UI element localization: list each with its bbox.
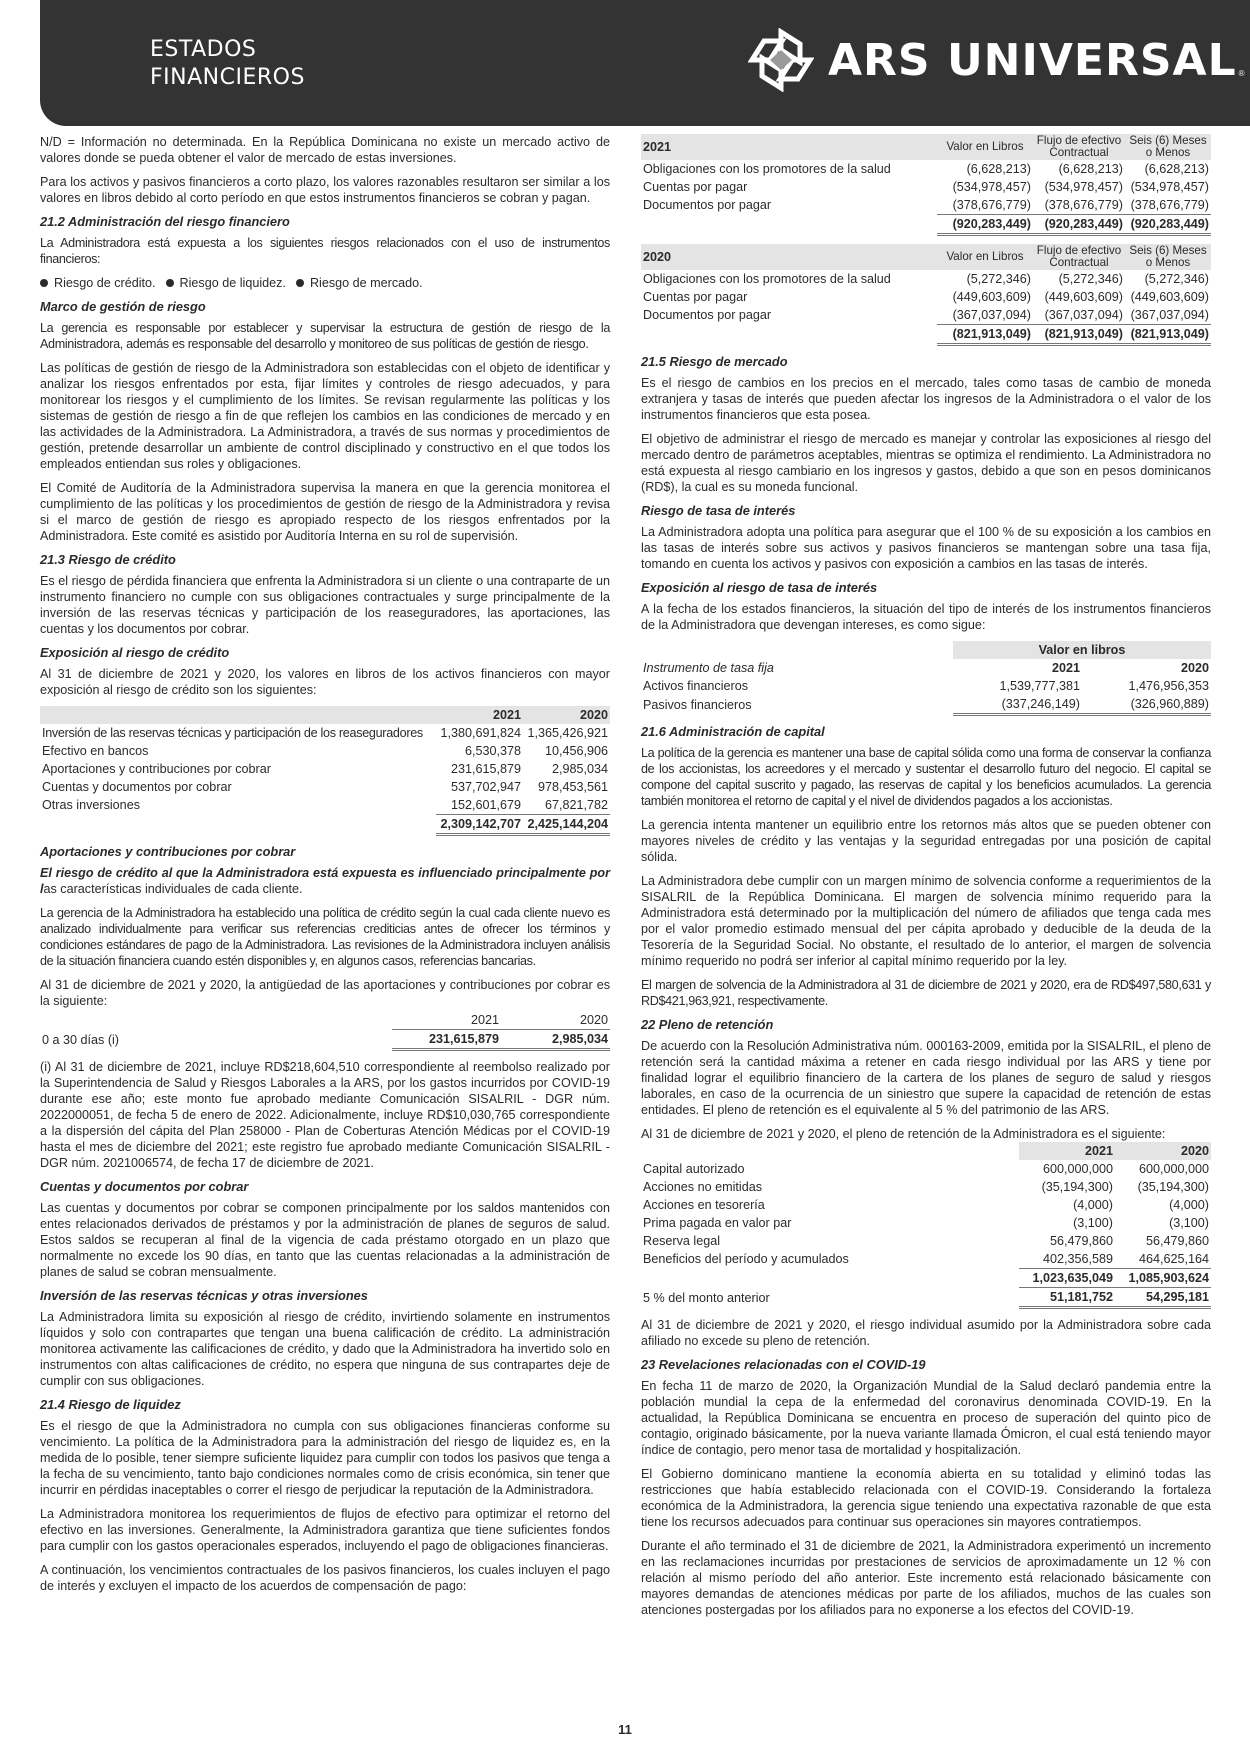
table-row: Cuentas y documentos por cobrar 537,702,947 978,453,561 [42, 780, 608, 794]
left-column [40, 134, 610, 1602]
table-row: Documentos por pagar (378,676,779) (378,676,779) (378,676,779) [643, 198, 1209, 213]
paragraph: El Gobierno dominicano mantiene la economía abierta en su totalidad y eliminó todas las restricciones que había establecido relacionada con el COVID-19. Considerando la fortaleza económica de la Administradora, la gerencia sigue teniendo una expectativa razonable de que esta tiene los recursos adecuados para continuar sus operaciones sin mayores contratiempos. [641, 1467, 1211, 1529]
section-heading: Inversión de las reservas técnicas y otras inversiones [40, 1288, 368, 1303]
paragraph: (i) Al 31 de diciembre de 2021, incluye RD$218,604,510 correspondiente al reembolso realizado por la Superintendencia de Salud y Riesgos Laborales a la ARS, por los gastos incurridos por COVID-19 durante ese año; este monto fue aprobado mediante Comunicación SISALRIL - DGR núm. 2022000051, de fecha 5 de enero de 2022. Adicionalmente, incluye RD$10,030,765 correspondiente a la dispersión del cápita del Plan 258000 - Plan de Coberturas Atención Médicas por el COVID-19 hasta el mes de diciembre del 2021; este registro fue aprobado mediante Comunicación SISALRIL - DGR núm. 2021006574, de fecha 17 de diciembre de 2021. [40, 1060, 610, 1170]
paragraph: El riesgo de crédito al que la Administradora está expuesta es influenciado principalmente por las características individuales de cada cliente. [40, 866, 610, 896]
interest-rate-table [641, 641, 1211, 716]
table-row: Inversión de las reservas técnicas y participación de los reaseguradores 1,380,691,824 1,365,426,921 [42, 726, 608, 740]
paragraph: El margen de solvencia de la Administradora al 31 de diciembre de 2021 y 2020, era de RD$497,580,631 y RD$421,963,921, respectivamente. [641, 978, 1211, 1008]
page-number: 11 [618, 1722, 632, 1737]
table-row: Pasivos financieros (337,246,149) (326,960,889) [641, 695, 1211, 715]
table-row: Activos financieros 1,539,777,381 1,476,956,353 [643, 679, 1209, 693]
retention-table [641, 1142, 1211, 1309]
section-heading: Marco de gestión de riesgo [40, 299, 206, 314]
table-row: Acciones no emitidas (35,194,300) (35,194,300) [643, 1180, 1209, 1194]
risk-bullet-list [40, 275, 610, 291]
paragraph: La Administradora debe cumplir con un margen mínimo de solvencia conforme a requerimientos de la SISALRIL de la República Dominicana. El margen de solvencia mínimo requerido para la Administradora está determinado por la multiplicación del número de afiliados que tenga cada mes por el valor promedio estimado mensual del per cápita aprobado y deducible de la deuda de la Tesorería de la Seguridad Social. No obstante, el resultado de lo anterior, el margen de solvencia mínimo requerido no podrá ser inferior al capital mínimo requerido por la ley. [641, 874, 1211, 968]
table-row: Obligaciones con los promotores de la salud (5,272,346) (5,272,346) (5,272,346) [643, 272, 1209, 286]
bullet-icon [166, 279, 174, 287]
paragraph: Al 31 de diciembre de 2021 y 2020, el pleno de retención de la Administradora es el siguiente: [641, 1127, 1166, 1141]
table-row: Efectivo en bancos 6,530,378 10,456,906 [42, 744, 608, 758]
paragraph: Las cuentas y documentos por cobrar se componen principalmente por los saldos mantenidos con entes relacionados derivados de préstamos y por la administración de planes de seguros de salud. Estos saldos se recuperan al final de la vigencia de cada préstamo otorgado en un plazo que normalmente no excede los 90 días, en tanto que las cuentas relacionadas a la administración de planes de salud se cobran mensualmente. [40, 1201, 610, 1279]
aging-table [40, 1011, 610, 1051]
table-header: 2021 2020 [40, 1011, 610, 1030]
paragraph: Durante el año terminado el 31 de diciembre de 2021, la Administradora experimentó un incremento en las reclamaciones incurridas por prestaciones de servicios de aproximadamente un 12 % con relación al mismo período del año anterior. Este incremento está relacionado básicamente con mayores demandas de atenciones médicas por parte de los afiliados, muchos de las cuales son atenciones postergadas por los afiliados para no exponerse a los efectos del COVID-19. [641, 1539, 1211, 1617]
paragraph: El objetivo de administrar el riesgo de mercado es manejar y controlar las exposiciones al riesgo del mercado dentro de parámetros aceptables, mientras se optimiza el rendimiento. La Administradora no está expuesta al riesgo cambiario en los ingresos y gastos, debido a que son en pesos dominicanos (RD$), la cual es su moneda funcional. [641, 432, 1211, 494]
liquidity-table-2020 [641, 244, 1211, 346]
paragraph: La Administradora limita su exposición al riesgo de crédito, invirtiendo solamente en instrumentos líquidos y solo con contrapartes que tengan una buena calificación de crédito. La administración monitorea activamente las calificaciones de crédito, y dado que la Administradora ha invertido solo en instrumentos con altas calificaciones de crédito, no espera que ninguna de sus contrapartes deje de cumplir con sus obligaciones. [40, 1310, 610, 1388]
paragraph: La política de la gerencia es mantener una base de capital sólida como una forma de conservar la confianza de los accionistas, los acreedores y el mercado y sustentar el desarrollo futuro del negocio. El capital se compone del capital suscrito y pagado, las reservas de capital y los beneficios acumulados. La gerencia también monitorea el retorno de capital y el nivel de dividendos pagados a los accionistas. [641, 746, 1211, 808]
table-row: Capital autorizado 600,000,000 600,000,000 [643, 1162, 1209, 1176]
table-row: Cuentas por pagar (534,978,457) (534,978,457) (534,978,457) [643, 180, 1209, 194]
paragraph: La gerencia es responsable por establecer y supervisar la estructura de gestión de riesgo de la Administradora, además es responsable del desarrollo y monitoreo de sus políticas de gestión de riesgo. [40, 321, 610, 351]
table-row: Otras inversiones 152,601,679 67,821,782 [42, 798, 608, 813]
table-header: Valor en libros [641, 641, 1211, 659]
paragraph: El Comité de Auditoría de la Administradora supervisa la manera en que la gerencia monitorea el cumplimiento de las políticas y los procedimientos de gestión de riesgo de la Administradora y revisa si el marco de gestión de riesgo es apropiado respecto de los riesgos enfrentados por la Administradora. Este comité es asistido por Auditoría Interna en su rol de supervisión. [40, 481, 610, 543]
liquidity-table-2021 [641, 134, 1211, 236]
paragraph: La gerencia de la Administradora ha establecido una política de crédito según la cual cada cliente nuevo es analizado individualmente para verificar sus referencias crediticias antes de ofrecer los términos y condiciones estándares de pago de la Administradora. Las revisiones de la Administradora incluyen análisis de la situación financiera cuando estén disponibles y, en algunos casos, referencias bancarias. [40, 906, 610, 968]
table-total-row: (920,283,449) (920,283,449) (920,283,449) [641, 215, 1211, 235]
table-total-row: 5 % del monto anterior 51,181,752 54,295,181 [641, 1288, 1211, 1308]
section-heading: 21.2 Administración del riesgo financiero [40, 214, 290, 229]
table-row: Acciones en tesorería (4,000) (4,000) [643, 1198, 1209, 1212]
document-title [150, 36, 305, 92]
table-row: Beneficios del período y acumulados 402,356,589 464,625,164 [643, 1252, 1209, 1267]
section-heading: Riesgo de tasa de interés [641, 503, 796, 518]
list-item: Riesgo de liquidez. [166, 275, 286, 291]
paragraph: Al 31 de diciembre de 2021 y 2020, los valores en libros de los activos financieros con mayor exposición al riesgo de crédito son los siguientes: [40, 667, 610, 697]
table-header: 2021 Valor en Libros Flujo de efectivo Contractual Seis (6) Meses o Menos [641, 134, 1211, 160]
credit-exposure-table [40, 706, 610, 836]
table-row: Reserva legal 56,479,860 56,479,860 [643, 1234, 1209, 1248]
title-line-1: ESTADOS [150, 37, 257, 62]
table-header: 2020 Valor en Libros Flujo de efectivo Contractual Seis (6) Meses o Menos [641, 244, 1211, 270]
table-total-row: (821,913,049) (821,913,049) (821,913,049) [641, 325, 1211, 345]
table-row: Prima pagada en valor par (3,100) (3,100) [643, 1216, 1209, 1230]
section-heading: 21.3 Riesgo de crédito [40, 552, 176, 567]
table-header: 2021 2020 [40, 706, 610, 724]
paragraph: A continuación, los vencimientos contractuales de los pasivos financieros, los cuales incluyen el pago de interés y excluyen el impacto de los acuerdos de compensación de pago: [40, 1563, 610, 1593]
paragraph: Es el riesgo de que la Administradora no cumpla con sus obligaciones financieras conforme su vencimiento. La política de la Administradora para la administración del riesgo de liquidez es, en la medida de lo posible, tener siempre suficiente liquidez para cumplir con todos los pasivos que tenga a la fecha de su vencimiento, tanto bajo condiciones normales como de crisis económica, sin tener que incurrir en pérdidas inaceptables o correr el riesgo de perjudicar la reputación de la Administradora. [40, 1419, 610, 1497]
table-row: Obligaciones con los promotores de la salud (6,628,213) (6,628,213) (6,628,213) [643, 162, 1209, 176]
section-heading: Aportaciones y contribuciones por cobrar [40, 844, 296, 859]
ars-emblem-icon [748, 28, 814, 92]
list-item: Riesgo de mercado. [296, 275, 423, 291]
list-item: Riesgo de crédito. [40, 275, 156, 291]
paragraph: Al 31 de diciembre de 2021 y 2020, el riesgo individual asumido por la Administradora sobre cada afiliado no excede su pleno de retención. [641, 1318, 1211, 1348]
section-heading: 22 Pleno de retención [641, 1017, 774, 1032]
paragraph: La Administradora monitorea los requerimientos de flujos de efectivo para optimizar el retorno del efectivo en las inversiones. Generalmente, la Administradora garantiza que tiene suficientes fondos para cumplir con los gastos operacionales esperados, incluyendo el pago de obligaciones financieras. [40, 1507, 610, 1553]
table-subtotal-row: 1,023,635,049 1,085,903,624 [641, 1269, 1211, 1288]
page-header [40, 0, 1250, 126]
paragraph: De acuerdo con la Resolución Administrativa núm. 000163-2009, emitida por la SISALRIL, el pleno de retención será la cantidad máxima a retener en cada riesgo individual por las ARS y tiene por finalidad lograr el equilibrio financiero de la cartera de los planes de seguro de salud y riesgos laborales, en caso de la ocurrencia de un siniestro que supere la capacidad de retención de estas entidades. El pleno de retención es el equivalente al 5 % del patrimonio de las ARS. [641, 1039, 1211, 1117]
paragraph: Es el riesgo de pérdida financiera que enfrenta la Administradora si un cliente o una contraparte de un instrumento financiero no cumple con sus obligaciones contractuales y surge principalmente de la inversión de las reservas técnicas y participación de los reaseguradores, las aportaciones, las cuentas y los documentos por cobrar. [40, 574, 610, 636]
section-heading: 21.6 Administración de capital [641, 724, 825, 739]
section-heading: Exposición al riesgo de tasa de interés [641, 580, 878, 595]
table-row: Aportaciones y contribuciones por cobrar 231,615,879 2,985,034 [42, 762, 608, 776]
table-header: Instrumento de tasa fija 2021 2020 [643, 661, 1209, 675]
registered-mark: ® [1238, 69, 1245, 78]
paragraph: Las políticas de gestión de riesgo de la Administradora son establecidas con el objeto de identificar y analizar los riesgos enfrentados por esta, fijar límites y controles de riesgo adecuados, y para monitorear los riesgos y el cumplimiento de los límites. Se revisan regularmente las políticas y los sistemas de gestión de riesgo a fin de que reflejen los cambios en las condiciones de mercado y en las actividades de la Administradora. La Administradora, a través de sus normas y procedimientos de gestión, pretende desarrollar un ambiente de control disciplinado y constructivo en el que todos los empleados entiendan sus roles y obligaciones. [40, 361, 610, 471]
title-line-2: FINANCIEROS [150, 65, 305, 90]
right-column [641, 134, 1211, 1626]
bullet-icon [40, 279, 48, 287]
bullet-icon [296, 279, 304, 287]
paragraph: En fecha 11 de marzo de 2020, la Organización Mundial de la Salud declaró pandemia entre la población mundial la cepa de la enfermedad del coronavirus denominada COVID-19. En la actualidad, la República Dominicana se encuentra en proceso de superación del quinto pico de contagio, originado básicamente, por la nueva variante llamada Ómicron, el cual está teniendo mayor índice de contagio, pero menor tasa de mortalidad y hospitalización. [641, 1379, 1211, 1457]
paragraph: La gerencia intenta mantener un equilibrio entre los retornos más altos que se pueden obtener con mayores niveles de crédito y las ventajas y la seguridad entregadas por una posición de capital sólida. [641, 818, 1211, 864]
paragraph: Es el riesgo de cambios en los precios en el mercado, tales como tasas de cambio de moneda extranjera y tasas de interés que pueden afectar los ingresos de la Administradora o el valor de los instrumentos financieros que esta posea. [641, 376, 1211, 422]
section-heading: 21.4 Riesgo de liquidez [40, 1397, 181, 1412]
section-heading: 23 Revelaciones relacionadas con el COVID-19 [641, 1357, 926, 1372]
table-row: Cuentas por pagar (449,603,609) (449,603,609) (449,603,609) [643, 290, 1209, 304]
paragraph: N/D = Información no determinada. En la República Dominicana no existe un mercado activo de valores donde se pueda obtener el valor de mercado de estas inversiones. [40, 135, 610, 165]
table-row: Documentos por pagar (367,037,094) (367,037,094) (367,037,094) [643, 308, 1209, 323]
paragraph: La Administradora está expuesta a los siguientes riesgos relacionados con el uso de instrumentos financieros: [40, 236, 610, 266]
table-row: 0 a 30 días (i) 231,615,879 2,985,034 [40, 1030, 610, 1050]
brand-name: ARS UNIVERSAL [828, 34, 1237, 86]
paragraph: A la fecha de los estados financieros, la situación del tipo de interés de los instrumentos financieros de la Administradora que devengan intereses, es como sigue: [641, 602, 1211, 632]
paragraph: Para los activos y pasivos financieros a corto plazo, los valores razonables resultaron ser similar a los valores en libros debido al corto período en que estos instrumentos financieros se cobran y pagan. [40, 175, 610, 205]
table-header: 2021 2020 [641, 1142, 1211, 1160]
paragraph: La Administradora adopta una política para asegurar que el 100 % de su exposición a los cambios en las tasas de interés sobre sus activos y pasivos financieros se mantengan sobre una tasa fija, tomando en cuenta los activos y pasivos con exposición a cambios en las tasas de interés. [641, 525, 1211, 571]
paragraph: Al 31 de diciembre de 2021 y 2020, la antigüedad de las aportaciones y contribuciones por cobrar es la siguiente: [40, 978, 610, 1008]
section-heading: Exposición al riesgo de crédito [40, 645, 230, 660]
brand-logo [748, 28, 1245, 92]
section-heading: 21.5 Riesgo de mercado [641, 354, 788, 369]
table-total-row: 2,309,142,707 2,425,144,204 [40, 815, 610, 835]
section-heading: Cuentas y documentos por cobrar [40, 1179, 249, 1194]
